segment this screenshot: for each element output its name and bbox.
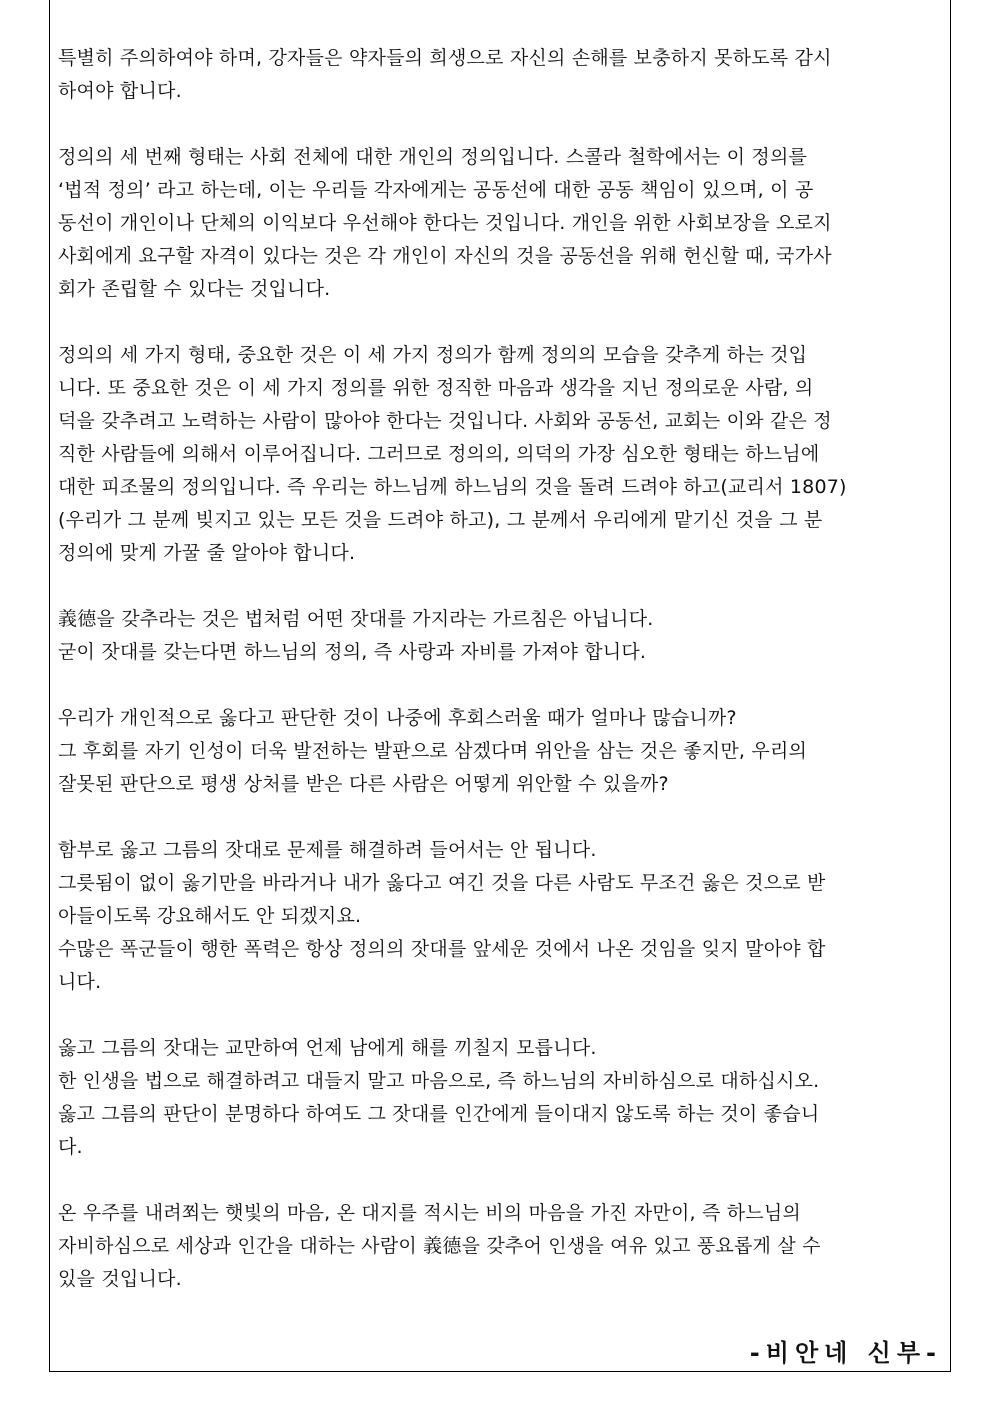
paragraph-6: [58, 834, 943, 999]
paragraph-1: [58, 42, 943, 108]
text-line: 그릇됨이 없이 옳기만을 바라거나 내가 옳다고 여긴 것을 다른 사람도 무조건 옳은 것으로 받: [58, 872, 826, 894]
text-line: 굳이 잣대를 갖는다면 하느님의 정의, 즉 사랑과 자비를 가져야 합니다.: [58, 641, 647, 663]
text-line: 온 우주를 내려쬐는 햇빛의 마음, 온 대지를 적시는 비의 마음을 가진 자만이, 즉 하느님의: [58, 1202, 801, 1224]
text-line: 함부로 옳고 그름의 잣대로 문제를 해결하려 들어서는 안 됩니다.: [58, 839, 597, 861]
document-body: [58, 42, 943, 1296]
text-line: 하여야 합니다.: [58, 80, 182, 102]
text-line: (우리가 그 분께 빚지고 있는 모든 것을 드려야 하고), 그 분께서 우리에게 맡기신 것을 그 분: [58, 509, 823, 531]
text-line: 한 인생을 법으로 해결하려고 대들지 말고 마음으로, 즉 하느님의 자비하심으로 대하십시오.: [58, 1070, 820, 1092]
text-line: 잘못된 판단으로 평생 상처를 받은 다른 사람은 어떻게 위안할 수 있을까?: [58, 773, 669, 795]
text-line: 다.: [58, 1136, 83, 1158]
text-line: 있을 것입니다.: [58, 1268, 182, 1290]
text-line: 니다. 또 중요한 것은 이 세 가지 정의를 위한 정직한 마음과 생각을 지닌 정의로운 사람, 의: [58, 377, 814, 399]
text-line: 회가 존립할 수 있다는 것입니다.: [58, 278, 331, 300]
text-line: 옳고 그름의 잣대는 교만하여 언제 남에게 해를 끼칠지 모릅니다.: [58, 1037, 597, 1059]
text-line: 정의에 맞게 가꿀 줄 알아야 합니다.: [58, 542, 356, 564]
text-line: 직한 사람들에 의해서 이루어집니다. 그러므로 정의의, 의덕의 가장 심오한 형태는 하느님에: [58, 443, 820, 465]
text-line: 정의의 세 번째 형태는 사회 전체에 대한 개인의 정의입니다. 스콜라 철학에서는 이 정의를: [58, 146, 808, 168]
text-line: 덕을 갖추려고 노력하는 사람이 많아야 한다는 것입니다. 사회와 공동선, 교회는 이와 같은 정: [58, 410, 832, 432]
text-line: 수많은 폭군들이 행한 폭력은 항상 정의의 잣대를 앞세운 것에서 나온 것임을 잊지 말아야 합: [58, 938, 826, 960]
text-line: 義德을 갖추라는 것은 법처럼 어떤 잣대를 가지라는 가르침은 아닙니다.: [58, 608, 654, 630]
paragraph-5: [58, 702, 943, 801]
paragraph-2: [58, 141, 943, 306]
text-line: 대한 피조물의 정의입니다. 즉 우리는 하느님께 하느님의 것을 돌려 드려야 하고(교리서 1807): [58, 476, 847, 498]
text-line: 그 후회를 자기 인성이 더욱 발전하는 발판으로 삼겠다며 위안을 삼는 것은 좋지만, 우리의: [58, 740, 808, 762]
text-line: 사회에게 요구할 자격이 있다는 것은 각 개인이 자신의 것을 공동선을 위해 헌신할 때, 국가사: [58, 245, 832, 267]
text-line: 옳고 그름의 판단이 분명하다 하여도 그 잣대를 인간에게 들이대지 않도록 하는 것이 좋습니: [58, 1103, 820, 1125]
text-line: 자비하심으로 세상과 인간을 대하는 사람이 義德을 갖추어 인생을 여유 있고 풍요롭게 살 수: [58, 1235, 821, 1257]
paragraph-8: [58, 1197, 943, 1296]
text-line: 아들이도록 강요해서도 안 되겠지요.: [58, 905, 362, 927]
text-line: ‘법적 정의’ 라고 하는데, 이는 우리들 각자에게는 공동선에 대한 공동 책임이 있으며, 이 공: [58, 179, 814, 201]
text-line: 니다.: [58, 971, 102, 993]
text-line: 정의의 세 가지 형태, 중요한 것은 이 세 가지 정의가 함께 정의의 모습을 갖추게 하는 것입: [58, 344, 808, 366]
paragraph-3: [58, 339, 943, 570]
text-line: 동선이 개인이나 단체의 이익보다 우선해야 한다는 것입니다. 개인을 위한 사회보장을 오로지: [58, 212, 832, 234]
author-signature: -비안네 신부-: [749, 1339, 942, 1367]
text-line: 특별히 주의하여야 하며, 강자들은 약자들의 희생으로 자신의 손해를 보충하지 못하도록 감시: [58, 47, 832, 69]
text-line: 우리가 개인적으로 옳다고 판단한 것이 나중에 후회스러울 때가 얼마나 많습니까?: [58, 707, 737, 729]
paragraph-4: [58, 603, 943, 669]
paragraph-7: [58, 1032, 943, 1164]
